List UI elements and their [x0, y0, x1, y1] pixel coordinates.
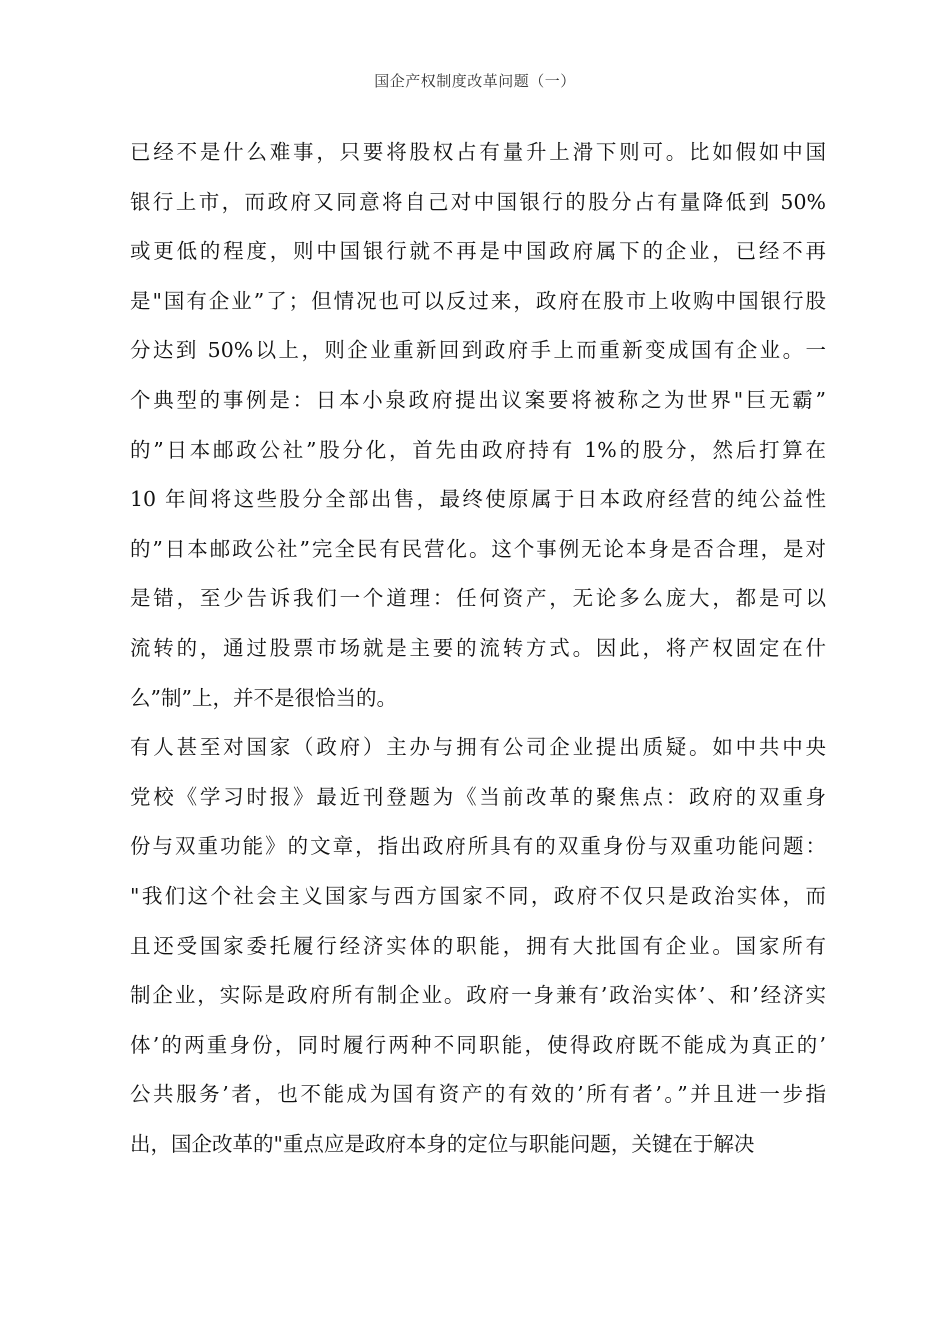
body-text: [130, 132, 826, 1173]
text-line: 公共服务’者，也不能成为国有资产的有效的’所有者’。”并且进一步指: [130, 1082, 826, 1107]
text-line: 党校《学习时报》最近刊登题为《当前改革的聚焦点：政府的双重身: [130, 784, 826, 809]
text-line: 体’的两重身份，同时履行两种不同职能，使得政府既不能成为真正的’: [130, 1032, 826, 1057]
text-line: 出，国企改革的"重点应是政府本身的定位与职能问题，关键在于解决: [130, 1131, 755, 1156]
text-line: 个典型的事例是：日本小泉政府提出议案要将被称之为世界"巨无霸”: [130, 387, 826, 412]
text-line: 是"国有企业”了；但情况也可以反过来，政府在股市上收购中国银行股: [130, 288, 826, 313]
text-line: "我们这个社会主义国家与西方国家不同，政府不仅只是政治实体，而: [130, 883, 826, 908]
text-line: 么”制”上，并不是很恰当的。: [130, 685, 397, 710]
text-line: 份与双重功能》的文章，指出政府所具有的双重身份与双重功能问题：: [130, 834, 826, 859]
page-header-title: 国企产权制度改革问题（一）: [374, 72, 576, 90]
text-line: 已经不是什么难事，只要将股权占有量升上滑下则可。比如假如中国: [130, 140, 826, 164]
text-line: 分达到 50%以上，则企业重新回到政府手上而重新变成国有企业。一: [130, 338, 826, 363]
text-line: 制企业，实际是政府所有制企业。政府一身兼有’政治实体’、和’经济实: [130, 983, 826, 1008]
text-line: 流转的，通过股票市场就是主要的流转方式。因此，将产权固定在什: [130, 635, 826, 660]
text-line: 的”日本邮政公社”完全民有民营化。这个事例无论本身是否合理，是对: [130, 536, 826, 561]
text-line: 的”日本邮政公社”股分化，首先由政府持有 1%的股分，然后打算在: [130, 437, 826, 462]
text-line: 银行上市，而政府又同意将自己对中国银行的股分占有量降低到 50%: [130, 189, 826, 214]
text-line: 有人甚至对国家（政府）主办与拥有公司企业提出质疑。如中共中央: [130, 735, 826, 760]
text-line: 10 年间将这些股分全部出售，最终使原属于日本政府经营的纯公益性: [130, 487, 826, 512]
text-line: 或更低的程度，则中国银行就不再是中国政府属下的企业，已经不再: [130, 239, 826, 264]
text-line: 且还受国家委托履行经济实体的职能，拥有大批国有企业。国家所有: [130, 933, 826, 958]
text-line: 是错，至少告诉我们一个道理：任何资产，无论多么庞大，都是可以: [130, 586, 826, 611]
